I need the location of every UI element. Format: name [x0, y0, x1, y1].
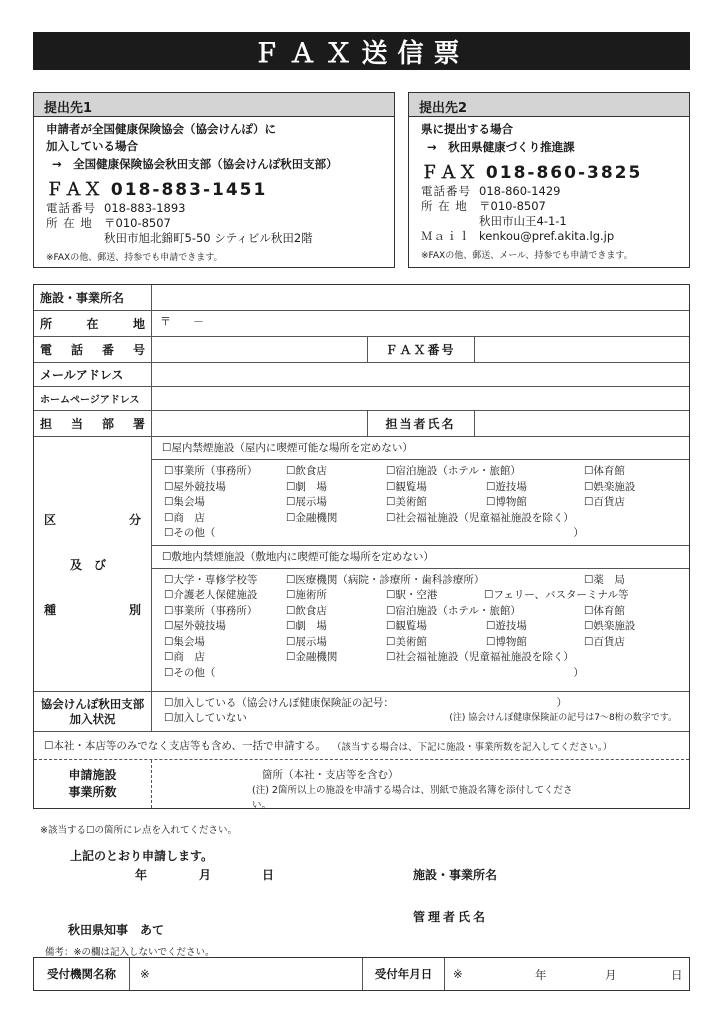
checkbox-art-museum[interactable]: ☐美術館: [386, 496, 427, 508]
destination-2-heading: 提出先2: [409, 93, 689, 117]
address-label: 所 在 地: [34, 311, 152, 336]
dest1-fax: ＦＡＸ 018-883-1451: [46, 180, 268, 200]
dest2-tel: 018-860-1429: [479, 184, 561, 198]
contact-person-label: 担当者氏名: [367, 411, 475, 436]
checkbox-viewing-hall-2[interactable]: ☐観覧場: [386, 620, 427, 632]
indoor-facility-types: ☐事業所（事務所） ☐飲食店 ☐宿泊施設（ホテル・旅館） ☐体育館 ☐屋外競技場 ☐劇 場 ☐観覧場 ☐遊技場 ☐娯楽施設 ☐集会場 ☐展示場 ☐美術館 ☐博物館 ☐百貨店 ☐商 店 ☐金融機関 ☐社会福祉施設（児童福祉施設を除く） ☐その他（ ）: [152, 460, 689, 546]
checkbox-terminal[interactable]: ☐フェリー、バスターミナル等: [484, 589, 629, 601]
checkbox-museum-2[interactable]: ☐博物館: [486, 635, 527, 648]
checkbox-assembly-hall-2[interactable]: ☐集会場: [164, 635, 205, 648]
category-section: [34, 437, 689, 692]
facility-count-field[interactable]: 箇所（本社・支店等を含む） (注) 2箇所以上の施設を申請する場合は、別紙で施設名簿を添付してください。: [152, 760, 689, 808]
checkbox-outdoor-stadium[interactable]: ☐屋外競技場: [164, 480, 226, 493]
date-year[interactable]: 年: [135, 868, 148, 882]
membership-section: 協会けんぽ秋田支部 加入状況 ☐加入している（協会けんぽ健康保険証の記号： ） ☐加入していない (注) 協会けんぽ健康保険証の記号は7～8桁の数字です。: [34, 692, 689, 732]
destination-1: [33, 92, 395, 268]
checkbox-pharmacy[interactable]: ☐薬 局: [584, 573, 625, 586]
remark-note: 備考：※の欄は記入しないでください。: [45, 947, 215, 958]
dest2-tel-label: 電話番号: [421, 184, 471, 198]
checkbox-station[interactable]: ☐駅・空港: [386, 589, 438, 601]
reception-org-field: ※: [130, 958, 363, 990]
dest1-tel-label: 電話番号: [46, 201, 96, 215]
checkbox-amusement-hall-2[interactable]: ☐遊技場: [486, 620, 527, 632]
checkbox-theater-2[interactable]: ☐劇 場: [286, 620, 327, 632]
checkbox-art-museum-2[interactable]: ☐美術館: [386, 635, 427, 648]
facility-count-label: 申請施設 事業所数: [34, 760, 152, 808]
premises-nonsmoking-checkbox[interactable]: ☐敷地内禁煙施設（敷地内に喫煙可能な場所を定めない）: [152, 546, 689, 569]
dest1-address: 秋田市旭北錦町5-50 シティビル秋田2階: [104, 231, 313, 245]
membership-note: (注) 協会けんぽ健康保険証の記号は7～8桁の数字です。: [449, 713, 677, 723]
checkbox-social-welfare[interactable]: ☐社会福祉施設（児童福祉施設を除く）: [386, 511, 574, 524]
premises-facility-types: ☐大学・専修学校等 ☐医療機関（病院・診療所・歯科診療所） ☐薬 局 ☐介護老人保健施設 ☐施術所 ☐駅・空港 ☐フェリー、バスターミナル等 ☐事業所（事務所） ☐飲食店 ☐宿泊施設（ホテル・旅館） ☐体育館 ☐屋外競技場 ☐劇 場 ☐観覧場 ☐遊技場 ☐娯楽施設 ☐集会場 ☐展示場 ☐美術館 ☐博物館 ☐百貨店 ☐商 店 ☐金融機関 ☐社会福祉施設（児童福祉施設を除く） ☐その他（ ）: [152, 569, 689, 685]
facility-name-label: 施設・事業所名: [34, 285, 152, 310]
facility-name-field[interactable]: [152, 285, 689, 310]
checkbox-entertainment[interactable]: ☐娯楽施設: [584, 480, 636, 493]
checkbox-office[interactable]: ☐事業所（事務所）: [164, 465, 258, 477]
dest2-address: 秋田市山王4-1-1: [479, 214, 567, 228]
checkbox-university[interactable]: ☐大学・専修学校等: [164, 573, 258, 586]
signature-manager-name[interactable]: 管理者氏名: [413, 910, 489, 924]
checkbox-amusement-hall[interactable]: ☐遊技場: [486, 480, 527, 493]
checkbox-office-2[interactable]: ☐事業所（事務所）: [164, 604, 258, 617]
checkbox-restaurant-2[interactable]: ☐飲食店: [286, 604, 327, 617]
checkbox-lodging[interactable]: ☐宿泊施設（ホテル・旅館）: [386, 465, 521, 477]
addressee: 秋田県知事 あて: [68, 923, 165, 937]
checkbox-entertainment-2[interactable]: ☐娯楽施設: [584, 620, 636, 632]
destination-1-heading: 提出先1: [34, 93, 394, 117]
check-instruction: ※該当する☐の箇所にレ点を入れてください。: [40, 825, 237, 836]
checkbox-member-no[interactable]: ☐加入していない: [164, 712, 247, 724]
checkbox-gymnasium-2[interactable]: ☐体育館: [584, 604, 625, 617]
dest1-tel: 018-883-1893: [104, 201, 186, 215]
dest1-address-label: 所 在 地: [46, 216, 93, 230]
email-field[interactable]: [152, 363, 689, 386]
dest2-address-label: 所 在 地: [421, 199, 468, 213]
checkbox-other-2[interactable]: ☐その他（: [164, 666, 216, 679]
email-label: メールアドレス: [34, 363, 152, 386]
form-title: ＦＡＸ送信票: [33, 32, 690, 70]
checkbox-nursing[interactable]: ☐介護老人保健施設: [164, 589, 258, 601]
tel-field[interactable]: [152, 337, 367, 362]
checkbox-restaurant[interactable]: ☐飲食店: [286, 465, 327, 477]
fax-number-label: ＦＡＸ番号: [367, 337, 475, 362]
reception-date-field: ※ 年 月 日: [453, 967, 683, 982]
apply-statement: 上記のとおり申請します。: [70, 849, 214, 863]
dest1-condition-2: 加入している場合: [46, 139, 138, 153]
checkbox-department-store-2[interactable]: ☐百貨店: [584, 635, 625, 648]
checkbox-exhibition-hall[interactable]: ☐展示場: [286, 496, 327, 508]
dest1-note: ※FAXの他、郵送、持参でも申請できます。: [46, 253, 223, 263]
department-label: 担 当 部 署: [34, 411, 152, 436]
dest2-office: → 秋田県健康づくり推進課: [427, 140, 575, 154]
reception-date-label: 受付年月日: [363, 958, 445, 990]
indoor-nonsmoking-checkbox[interactable]: ☐屋内禁煙施設（屋内に喫煙可能な場所を定めない）: [152, 437, 689, 460]
checkbox-shop[interactable]: ☐商 店: [164, 511, 205, 524]
date-day[interactable]: 日: [262, 868, 275, 882]
facility-count-section: [34, 760, 689, 811]
reception-table: [33, 957, 690, 991]
address-field[interactable]: 〒 －: [160, 315, 204, 328]
facility-count-note: (注) 2箇所以上の施設を申請する場合は、別紙で施設名簿を添付してください。: [252, 785, 573, 811]
checkbox-exhibition-hall-2[interactable]: ☐展示場: [286, 635, 327, 648]
checkbox-include-branches[interactable]: ☐本社・本店等のみでなく支店等も含め、一括で申請する。: [44, 740, 326, 752]
checkbox-museum[interactable]: ☐博物館: [486, 496, 527, 508]
category-label: 区 分 及 び 種 別: [34, 437, 152, 691]
dest2-mail-label: Ｍａｉｌ: [421, 229, 471, 243]
contact-person-field[interactable]: [475, 411, 690, 436]
checkbox-medical[interactable]: ☐医療機関（病院・診療所・歯科診療所）: [286, 573, 485, 586]
checkbox-financial[interactable]: ☐金融機関: [286, 511, 338, 524]
reception-org-label: 受付機関名称: [34, 958, 130, 990]
checkbox-gymnasium[interactable]: ☐体育館: [584, 465, 625, 477]
fax-number-field[interactable]: [475, 337, 690, 362]
application-table: [33, 284, 690, 809]
dest2-fax: ＦＡＸ 018-860-3825: [421, 163, 643, 183]
checkbox-theater[interactable]: ☐劇 場: [286, 480, 327, 493]
checkbox-shop-2[interactable]: ☐商 店: [164, 651, 205, 663]
tel-label: 電 話 番 号: [34, 337, 152, 362]
destination-2: [408, 92, 690, 268]
checkbox-department-store[interactable]: ☐百貨店: [584, 496, 625, 508]
homepage-field[interactable]: [152, 387, 689, 410]
checkbox-social-welfare-2[interactable]: ☐社会福祉施設（児童福祉施設を除く）: [386, 651, 574, 663]
dest1-zip: 〒010-8507: [104, 216, 171, 230]
signature-facility-name[interactable]: 施設・事業所名: [413, 868, 498, 882]
checkbox-lodging-2[interactable]: ☐宿泊施設（ホテル・旅館）: [386, 604, 521, 617]
checkbox-financial-2[interactable]: ☐金融機関: [286, 651, 338, 663]
checkbox-member-yes[interactable]: ☐加入している（協会けんぽ健康保険証の記号：: [164, 697, 394, 709]
checkbox-other[interactable]: ☐その他（: [164, 527, 216, 539]
branch-note: （該当する場合は、下記に施設・事業所数を記入してください。）: [332, 741, 613, 753]
dest1-condition-1: 申請者が全国健康保険協会（協会けんぽ）に: [46, 122, 276, 136]
date-month[interactable]: 月: [199, 868, 212, 882]
dest2-zip: 〒010-8507: [479, 199, 546, 213]
checkbox-outdoor-stadium-2[interactable]: ☐屋外競技場: [164, 620, 226, 632]
dest2-condition: 県に提出する場合: [421, 122, 513, 136]
dest2-note: ※FAXの他、郵送、メール、持参でも申請できます。: [421, 251, 633, 261]
homepage-label: ホームページアドレス: [34, 387, 152, 410]
checkbox-assembly-hall[interactable]: ☐集会場: [164, 496, 205, 508]
dest2-mail: kenkou@pref.akita.lg.jp: [479, 229, 615, 243]
department-field[interactable]: [152, 411, 367, 436]
membership-label: 協会けんぽ秋田支部 加入状況: [34, 692, 152, 731]
checkbox-treatment[interactable]: ☐施術所: [286, 589, 327, 601]
dest1-office: → 全国健康保険協会秋田支部（協会けんぽ秋田支部）: [52, 157, 338, 171]
checkbox-viewing-hall[interactable]: ☐観覧場: [386, 480, 427, 493]
branch-section: [34, 732, 689, 760]
